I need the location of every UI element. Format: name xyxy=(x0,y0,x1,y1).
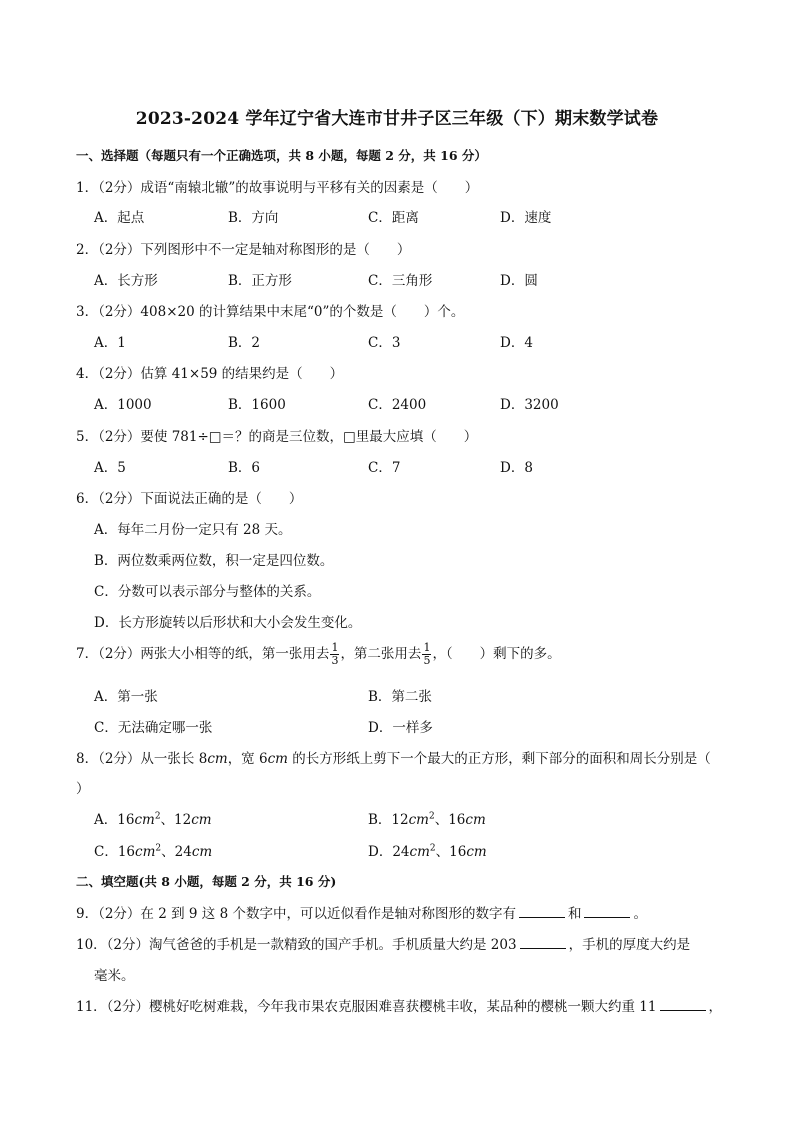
question-9-stem: 9．（2分）在 2 到 9 这 8 个数字中，可以近似看作是轴对称图形的数字有 和 。 xyxy=(76,906,647,922)
page-title: 2023-2024 学年辽宁省大连市甘井子区三年级（下）期末数学试卷 xyxy=(135,109,659,129)
q7-option-d: D．一样多 xyxy=(368,720,433,736)
question-8-stem: 8．（2分）从一张长 8cm，宽 6cm 的长方形纸上剪下一个最大的正方形，剩下部分的面积和周长分别是（ xyxy=(76,751,711,767)
q4-option-c: C．2400 xyxy=(368,397,427,413)
q1-option-a: A．起点 xyxy=(94,210,145,226)
q3-option-a: A．1 xyxy=(94,335,126,351)
question-3-stem: 3．（2分）408×20 的计算结果中末尾“0”的个数是（ ）个。 xyxy=(76,304,465,320)
fraction-one-fifth: $\frac{1}{5}$ xyxy=(423,641,431,667)
answer-blank[interactable] xyxy=(520,936,566,949)
q3-option-b: B．2 xyxy=(228,335,261,351)
answer-blank[interactable] xyxy=(584,905,630,918)
q1-option-d: D．速度 xyxy=(500,210,552,226)
q7-stem-part-b: ，第二张用去 xyxy=(340,646,422,662)
q6-option-b: B．两位数乘两位数，积一定是四位数。 xyxy=(94,553,334,569)
q6-option-d: D．长方形旋转以后形状和大小会发生变化。 xyxy=(94,615,362,631)
q8-option-a: A．$16cm^2$、12cm xyxy=(94,811,212,828)
q8-option-b: B．$12cm^2$、16cm xyxy=(368,811,486,828)
q7-option-a: A．第一张 xyxy=(94,689,158,705)
q4-option-a: A．1000 xyxy=(94,397,152,413)
q7-option-b: B．第二张 xyxy=(368,689,432,705)
question-10-line2: 毫米。 xyxy=(94,968,135,984)
q7-stem-part-c: ，（ ）剩下的多。 xyxy=(432,646,561,662)
q7-stem-part-a: 7．（2分）两张大小相等的纸，第一张用去 xyxy=(76,646,330,662)
q5-option-d: D．8 xyxy=(500,460,533,476)
q2-option-d: D．圆 xyxy=(500,273,538,289)
question-10-stem: 10．（2分）淘气爸爸的手机是一款精致的国产手机。手机质量大约是 203 ，手机的厚度大约是 xyxy=(76,937,691,953)
section-heading-fill-in: 二、填空题(共 8 小题，每题 2 分，共 16 分) xyxy=(76,874,337,889)
question-2-stem: 2．（2分）下列图形中不一定是轴对称图形的是（ ） xyxy=(76,242,411,258)
fraction-one-third: $\frac{1}{3}$ xyxy=(331,641,339,667)
q8-option-c: C．$16cm^2$、24cm xyxy=(94,843,213,860)
q3-option-c: C．3 xyxy=(368,335,401,351)
q3-option-d: D．4 xyxy=(500,335,533,351)
q8-option-d: D．$24cm^2$、16cm xyxy=(368,843,487,860)
q5-option-c: C．7 xyxy=(368,460,401,476)
question-1-stem: 1．（2分）成语“南辕北辙”的故事说明与平移有关的因素是（ ） xyxy=(76,180,479,196)
q2-option-b: B．正方形 xyxy=(228,273,292,289)
q2-option-a: A．长方形 xyxy=(94,273,158,289)
q4-option-b: B．1600 xyxy=(228,397,286,413)
question-4-stem: 4．（2分）估算 41×59 的结果约是（ ） xyxy=(76,366,344,382)
q4-option-d: D．3200 xyxy=(500,397,559,413)
q6-option-c: C．分数可以表示部分与整体的关系。 xyxy=(94,584,321,600)
q2-option-c: C．三角形 xyxy=(368,273,433,289)
q7-option-c: C．无法确定哪一张 xyxy=(94,720,213,736)
answer-blank[interactable] xyxy=(519,905,565,918)
question-6-stem: 6．（2分）下面说法正确的是（ ） xyxy=(76,491,303,507)
question-8-stem-line2: ） xyxy=(76,781,90,797)
q1-option-b: B．方向 xyxy=(228,210,279,226)
q1-option-c: C．距离 xyxy=(368,210,419,226)
section-heading-choice: 一、选择题（每题只有一个正确选项，共 8 小题，每题 2 分，共 16 分） xyxy=(76,148,487,163)
question-7-stem xyxy=(76,642,561,667)
question-11-stem: 11．（2分）樱桃好吃树难栽，今年我市果农克服困难喜获樱桃丰收，某品种的樱桃一颗大约重 11 ， xyxy=(76,999,722,1015)
answer-blank[interactable] xyxy=(660,998,706,1011)
q5-option-b: B．6 xyxy=(228,460,261,476)
q5-option-a: A．5 xyxy=(94,460,126,476)
question-5-stem: 5．（2分）要使 781÷□＝？的商是三位数，□里最大应填（ ） xyxy=(76,429,478,445)
q6-option-a: A．每年二月份一定只有 28 天。 xyxy=(94,522,292,538)
